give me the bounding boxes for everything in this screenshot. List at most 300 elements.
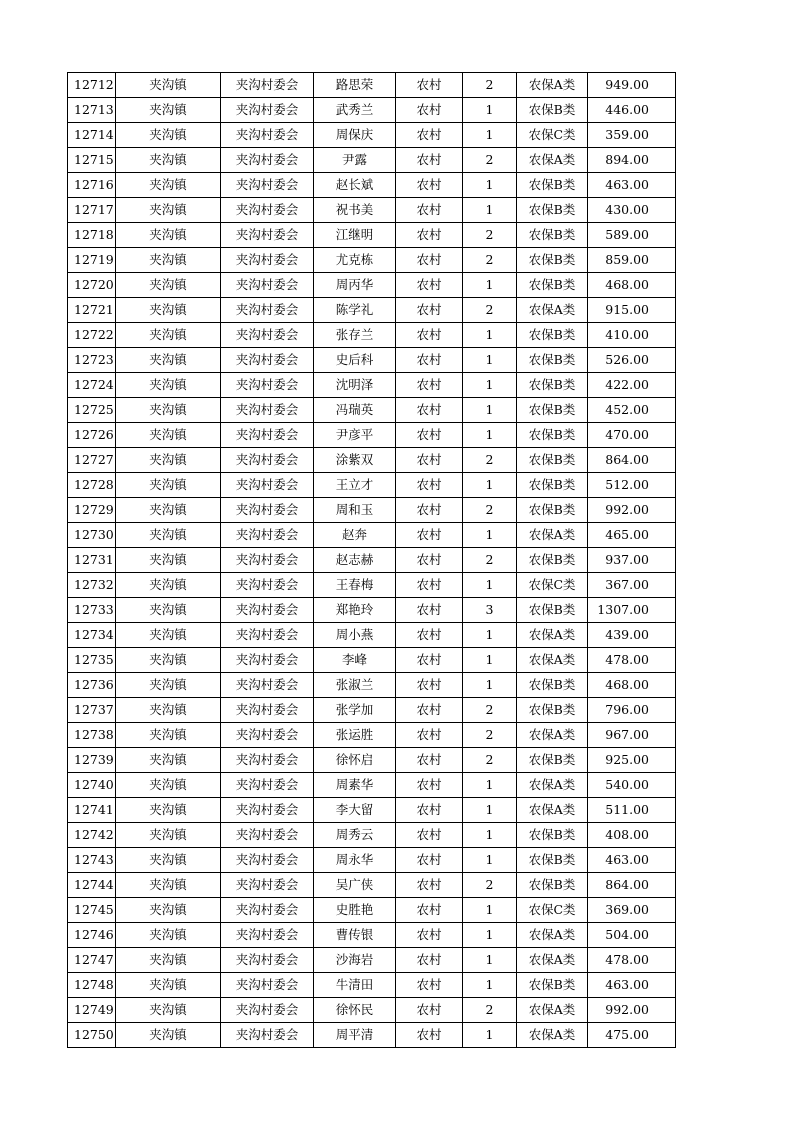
amount-cell: 463.00 bbox=[588, 973, 676, 998]
insurance-category-cell: 农保B类 bbox=[517, 873, 588, 898]
person-name-cell: 牛清田 bbox=[314, 973, 396, 998]
insurance-category-cell: 农保B类 bbox=[517, 248, 588, 273]
household-type-cell: 农村 bbox=[396, 873, 463, 898]
member-count-cell: 2 bbox=[463, 223, 517, 248]
insurance-category-cell: 农保A类 bbox=[517, 798, 588, 823]
table-row bbox=[68, 973, 676, 998]
record-number-cell: 12738 bbox=[68, 723, 116, 748]
village-committee-cell: 夹沟村委会 bbox=[221, 73, 314, 98]
insurance-category-cell: 农保C类 bbox=[517, 573, 588, 598]
record-number-cell: 12734 bbox=[68, 623, 116, 648]
town-cell: 夹沟镇 bbox=[116, 848, 221, 873]
member-count-cell: 1 bbox=[463, 948, 517, 973]
member-count-cell: 1 bbox=[463, 473, 517, 498]
table-row bbox=[68, 623, 676, 648]
town-cell: 夹沟镇 bbox=[116, 73, 221, 98]
village-committee-cell: 夹沟村委会 bbox=[221, 173, 314, 198]
household-type-cell: 农村 bbox=[396, 698, 463, 723]
member-count-cell: 1 bbox=[463, 1023, 517, 1048]
member-count-cell: 2 bbox=[463, 73, 517, 98]
member-count-cell: 1 bbox=[463, 848, 517, 873]
insurance-category-cell: 农保B类 bbox=[517, 448, 588, 473]
person-name-cell: 祝书美 bbox=[314, 198, 396, 223]
village-committee-cell: 夹沟村委会 bbox=[221, 873, 314, 898]
record-number-cell: 12729 bbox=[68, 498, 116, 523]
town-cell: 夹沟镇 bbox=[116, 973, 221, 998]
insurance-category-cell: 农保B类 bbox=[517, 673, 588, 698]
household-type-cell: 农村 bbox=[396, 73, 463, 98]
village-committee-cell: 夹沟村委会 bbox=[221, 398, 314, 423]
town-cell: 夹沟镇 bbox=[116, 523, 221, 548]
insurance-category-cell: 农保B类 bbox=[517, 748, 588, 773]
amount-cell: 511.00 bbox=[588, 798, 676, 823]
town-cell: 夹沟镇 bbox=[116, 723, 221, 748]
amount-cell: 478.00 bbox=[588, 948, 676, 973]
household-type-cell: 农村 bbox=[396, 648, 463, 673]
amount-cell: 475.00 bbox=[588, 1023, 676, 1048]
village-committee-cell: 夹沟村委会 bbox=[221, 598, 314, 623]
record-number-cell: 12745 bbox=[68, 898, 116, 923]
household-type-cell: 农村 bbox=[396, 998, 463, 1023]
insurance-category-cell: 农保A类 bbox=[517, 923, 588, 948]
table-row bbox=[68, 273, 676, 298]
insurance-category-cell: 农保B类 bbox=[517, 698, 588, 723]
member-count-cell: 1 bbox=[463, 773, 517, 798]
person-name-cell: 尹彦平 bbox=[314, 423, 396, 448]
village-committee-cell: 夹沟村委会 bbox=[221, 1023, 314, 1048]
amount-cell: 463.00 bbox=[588, 173, 676, 198]
member-count-cell: 2 bbox=[463, 998, 517, 1023]
table-row bbox=[68, 223, 676, 248]
amount-cell: 894.00 bbox=[588, 148, 676, 173]
village-committee-cell: 夹沟村委会 bbox=[221, 723, 314, 748]
household-type-cell: 农村 bbox=[396, 498, 463, 523]
amount-cell: 589.00 bbox=[588, 223, 676, 248]
insurance-category-cell: 农保B类 bbox=[517, 423, 588, 448]
amount-cell: 925.00 bbox=[588, 748, 676, 773]
member-count-cell: 1 bbox=[463, 273, 517, 298]
person-name-cell: 涂紫双 bbox=[314, 448, 396, 473]
person-name-cell: 周小燕 bbox=[314, 623, 396, 648]
amount-cell: 367.00 bbox=[588, 573, 676, 598]
record-number-cell: 12715 bbox=[68, 148, 116, 173]
town-cell: 夹沟镇 bbox=[116, 898, 221, 923]
table-row bbox=[68, 698, 676, 723]
insurance-category-cell: 农保C类 bbox=[517, 123, 588, 148]
amount-cell: 408.00 bbox=[588, 823, 676, 848]
amount-cell: 512.00 bbox=[588, 473, 676, 498]
insurance-category-cell: 农保A类 bbox=[517, 998, 588, 1023]
village-committee-cell: 夹沟村委会 bbox=[221, 823, 314, 848]
amount-cell: 410.00 bbox=[588, 323, 676, 348]
amount-cell: 526.00 bbox=[588, 348, 676, 373]
record-number-cell: 12728 bbox=[68, 473, 116, 498]
member-count-cell: 2 bbox=[463, 498, 517, 523]
person-name-cell: 周秀云 bbox=[314, 823, 396, 848]
village-committee-cell: 夹沟村委会 bbox=[221, 648, 314, 673]
insurance-category-cell: 农保B类 bbox=[517, 98, 588, 123]
member-count-cell: 1 bbox=[463, 823, 517, 848]
person-name-cell: 张运胜 bbox=[314, 723, 396, 748]
insurance-category-cell: 农保B类 bbox=[517, 273, 588, 298]
table-row bbox=[68, 448, 676, 473]
town-cell: 夹沟镇 bbox=[116, 273, 221, 298]
town-cell: 夹沟镇 bbox=[116, 648, 221, 673]
town-cell: 夹沟镇 bbox=[116, 148, 221, 173]
table-row bbox=[68, 123, 676, 148]
insurance-category-cell: 农保B类 bbox=[517, 398, 588, 423]
record-number-cell: 12719 bbox=[68, 248, 116, 273]
table-row bbox=[68, 348, 676, 373]
amount-cell: 439.00 bbox=[588, 623, 676, 648]
record-number-cell: 12712 bbox=[68, 73, 116, 98]
village-committee-cell: 夹沟村委会 bbox=[221, 348, 314, 373]
household-type-cell: 农村 bbox=[396, 898, 463, 923]
person-name-cell: 赵志赫 bbox=[314, 548, 396, 573]
village-committee-cell: 夹沟村委会 bbox=[221, 448, 314, 473]
person-name-cell: 张学加 bbox=[314, 698, 396, 723]
person-name-cell: 尤克栋 bbox=[314, 248, 396, 273]
insurance-category-cell: 农保B类 bbox=[517, 498, 588, 523]
town-cell: 夹沟镇 bbox=[116, 298, 221, 323]
table-row bbox=[68, 398, 676, 423]
household-type-cell: 农村 bbox=[396, 373, 463, 398]
insurance-category-cell: 农保C类 bbox=[517, 898, 588, 923]
amount-cell: 452.00 bbox=[588, 398, 676, 423]
town-cell: 夹沟镇 bbox=[116, 423, 221, 448]
town-cell: 夹沟镇 bbox=[116, 123, 221, 148]
household-type-cell: 农村 bbox=[396, 623, 463, 648]
household-type-cell: 农村 bbox=[396, 423, 463, 448]
record-number-cell: 12743 bbox=[68, 848, 116, 873]
village-committee-cell: 夹沟村委会 bbox=[221, 698, 314, 723]
table-row bbox=[68, 98, 676, 123]
table-row bbox=[68, 748, 676, 773]
household-type-cell: 农村 bbox=[396, 523, 463, 548]
amount-cell: 468.00 bbox=[588, 273, 676, 298]
village-committee-cell: 夹沟村委会 bbox=[221, 148, 314, 173]
record-number-cell: 12716 bbox=[68, 173, 116, 198]
record-number-cell: 12749 bbox=[68, 998, 116, 1023]
town-cell: 夹沟镇 bbox=[116, 373, 221, 398]
record-number-cell: 12735 bbox=[68, 648, 116, 673]
person-name-cell: 尹露 bbox=[314, 148, 396, 173]
person-name-cell: 徐怀民 bbox=[314, 998, 396, 1023]
table-row bbox=[68, 848, 676, 873]
record-number-cell: 12748 bbox=[68, 973, 116, 998]
town-cell: 夹沟镇 bbox=[116, 398, 221, 423]
person-name-cell: 徐怀启 bbox=[314, 748, 396, 773]
household-type-cell: 农村 bbox=[396, 573, 463, 598]
amount-cell: 369.00 bbox=[588, 898, 676, 923]
town-cell: 夹沟镇 bbox=[116, 773, 221, 798]
amount-cell: 446.00 bbox=[588, 98, 676, 123]
record-number-cell: 12723 bbox=[68, 348, 116, 373]
household-type-cell: 农村 bbox=[396, 798, 463, 823]
table-row bbox=[68, 173, 676, 198]
member-count-cell: 1 bbox=[463, 423, 517, 448]
household-type-cell: 农村 bbox=[396, 773, 463, 798]
amount-cell: 359.00 bbox=[588, 123, 676, 148]
town-cell: 夹沟镇 bbox=[116, 548, 221, 573]
household-type-cell: 农村 bbox=[396, 298, 463, 323]
insurance-category-cell: 农保B类 bbox=[517, 473, 588, 498]
member-count-cell: 1 bbox=[463, 673, 517, 698]
village-committee-cell: 夹沟村委会 bbox=[221, 998, 314, 1023]
village-committee-cell: 夹沟村委会 bbox=[221, 373, 314, 398]
amount-cell: 422.00 bbox=[588, 373, 676, 398]
insurance-category-cell: 农保B类 bbox=[517, 173, 588, 198]
town-cell: 夹沟镇 bbox=[116, 798, 221, 823]
town-cell: 夹沟镇 bbox=[116, 698, 221, 723]
table-row bbox=[68, 923, 676, 948]
village-committee-cell: 夹沟村委会 bbox=[221, 98, 314, 123]
member-count-cell: 1 bbox=[463, 973, 517, 998]
table-row bbox=[68, 873, 676, 898]
village-committee-cell: 夹沟村委会 bbox=[221, 923, 314, 948]
town-cell: 夹沟镇 bbox=[116, 173, 221, 198]
town-cell: 夹沟镇 bbox=[116, 948, 221, 973]
member-count-cell: 1 bbox=[463, 573, 517, 598]
amount-cell: 478.00 bbox=[588, 648, 676, 673]
person-name-cell: 周保庆 bbox=[314, 123, 396, 148]
record-number-cell: 12742 bbox=[68, 823, 116, 848]
table-row bbox=[68, 598, 676, 623]
person-name-cell: 江继明 bbox=[314, 223, 396, 248]
person-name-cell: 周素华 bbox=[314, 773, 396, 798]
insurance-category-cell: 农保B类 bbox=[517, 198, 588, 223]
record-number-cell: 12727 bbox=[68, 448, 116, 473]
person-name-cell: 王立才 bbox=[314, 473, 396, 498]
amount-cell: 937.00 bbox=[588, 548, 676, 573]
amount-cell: 992.00 bbox=[588, 498, 676, 523]
table-row bbox=[68, 798, 676, 823]
village-committee-cell: 夹沟村委会 bbox=[221, 673, 314, 698]
insurance-category-cell: 农保B类 bbox=[517, 598, 588, 623]
household-type-cell: 农村 bbox=[396, 273, 463, 298]
village-committee-cell: 夹沟村委会 bbox=[221, 623, 314, 648]
town-cell: 夹沟镇 bbox=[116, 98, 221, 123]
member-count-cell: 3 bbox=[463, 598, 517, 623]
insurance-category-cell: 农保A类 bbox=[517, 298, 588, 323]
insurance-category-cell: 农保A类 bbox=[517, 73, 588, 98]
member-count-cell: 2 bbox=[463, 748, 517, 773]
village-committee-cell: 夹沟村委会 bbox=[221, 948, 314, 973]
amount-cell: 470.00 bbox=[588, 423, 676, 448]
member-count-cell: 1 bbox=[463, 198, 517, 223]
town-cell: 夹沟镇 bbox=[116, 623, 221, 648]
member-count-cell: 2 bbox=[463, 248, 517, 273]
person-name-cell: 李大留 bbox=[314, 798, 396, 823]
amount-cell: 864.00 bbox=[588, 873, 676, 898]
town-cell: 夹沟镇 bbox=[116, 348, 221, 373]
household-type-cell: 农村 bbox=[396, 323, 463, 348]
town-cell: 夹沟镇 bbox=[116, 673, 221, 698]
insurance-category-cell: 农保A类 bbox=[517, 523, 588, 548]
town-cell: 夹沟镇 bbox=[116, 573, 221, 598]
village-committee-cell: 夹沟村委会 bbox=[221, 323, 314, 348]
town-cell: 夹沟镇 bbox=[116, 873, 221, 898]
member-count-cell: 1 bbox=[463, 173, 517, 198]
village-committee-cell: 夹沟村委会 bbox=[221, 273, 314, 298]
member-count-cell: 1 bbox=[463, 98, 517, 123]
insurance-category-cell: 农保A类 bbox=[517, 623, 588, 648]
village-committee-cell: 夹沟村委会 bbox=[221, 898, 314, 923]
insurance-category-cell: 农保A类 bbox=[517, 648, 588, 673]
amount-cell: 796.00 bbox=[588, 698, 676, 723]
record-number-cell: 12720 bbox=[68, 273, 116, 298]
household-type-cell: 农村 bbox=[396, 123, 463, 148]
amount-cell: 465.00 bbox=[588, 523, 676, 548]
village-committee-cell: 夹沟村委会 bbox=[221, 298, 314, 323]
table-row bbox=[68, 198, 676, 223]
household-type-cell: 农村 bbox=[396, 473, 463, 498]
village-committee-cell: 夹沟村委会 bbox=[221, 423, 314, 448]
person-name-cell: 赵长斌 bbox=[314, 173, 396, 198]
table-row bbox=[68, 423, 676, 448]
village-committee-cell: 夹沟村委会 bbox=[221, 473, 314, 498]
household-type-cell: 农村 bbox=[396, 198, 463, 223]
table-row bbox=[68, 548, 676, 573]
household-type-cell: 农村 bbox=[396, 223, 463, 248]
household-type-cell: 农村 bbox=[396, 398, 463, 423]
household-type-cell: 农村 bbox=[396, 673, 463, 698]
person-name-cell: 吴广侠 bbox=[314, 873, 396, 898]
member-count-cell: 1 bbox=[463, 523, 517, 548]
insurance-category-cell: 农保B类 bbox=[517, 848, 588, 873]
person-name-cell: 冯瑞英 bbox=[314, 398, 396, 423]
household-type-cell: 农村 bbox=[396, 548, 463, 573]
person-name-cell: 沈明泽 bbox=[314, 373, 396, 398]
amount-cell: 504.00 bbox=[588, 923, 676, 948]
town-cell: 夹沟镇 bbox=[116, 823, 221, 848]
village-committee-cell: 夹沟村委会 bbox=[221, 848, 314, 873]
amount-cell: 915.00 bbox=[588, 298, 676, 323]
town-cell: 夹沟镇 bbox=[116, 448, 221, 473]
record-number-cell: 12714 bbox=[68, 123, 116, 148]
member-count-cell: 1 bbox=[463, 923, 517, 948]
household-type-cell: 农村 bbox=[396, 98, 463, 123]
table-row bbox=[68, 148, 676, 173]
household-type-cell: 农村 bbox=[396, 923, 463, 948]
town-cell: 夹沟镇 bbox=[116, 748, 221, 773]
person-name-cell: 张存兰 bbox=[314, 323, 396, 348]
record-number-cell: 12731 bbox=[68, 548, 116, 573]
amount-cell: 864.00 bbox=[588, 448, 676, 473]
person-name-cell: 路思荣 bbox=[314, 73, 396, 98]
amount-cell: 992.00 bbox=[588, 998, 676, 1023]
record-number-cell: 12744 bbox=[68, 873, 116, 898]
person-name-cell: 周和玉 bbox=[314, 498, 396, 523]
village-committee-cell: 夹沟村委会 bbox=[221, 248, 314, 273]
village-committee-cell: 夹沟村委会 bbox=[221, 498, 314, 523]
table-row bbox=[68, 773, 676, 798]
person-name-cell: 李峰 bbox=[314, 648, 396, 673]
member-count-cell: 2 bbox=[463, 298, 517, 323]
table-row bbox=[68, 373, 676, 398]
insurance-category-cell: 农保A类 bbox=[517, 148, 588, 173]
village-committee-cell: 夹沟村委会 bbox=[221, 573, 314, 598]
person-name-cell: 武秀兰 bbox=[314, 98, 396, 123]
table-row bbox=[68, 73, 676, 98]
town-cell: 夹沟镇 bbox=[116, 498, 221, 523]
insurance-category-cell: 农保B类 bbox=[517, 823, 588, 848]
town-cell: 夹沟镇 bbox=[116, 223, 221, 248]
table-row bbox=[68, 723, 676, 748]
roster-body bbox=[68, 73, 676, 1048]
record-number-cell: 12717 bbox=[68, 198, 116, 223]
person-name-cell: 史胜艳 bbox=[314, 898, 396, 923]
village-committee-cell: 夹沟村委会 bbox=[221, 523, 314, 548]
record-number-cell: 12721 bbox=[68, 298, 116, 323]
household-type-cell: 农村 bbox=[396, 748, 463, 773]
town-cell: 夹沟镇 bbox=[116, 323, 221, 348]
member-count-cell: 1 bbox=[463, 648, 517, 673]
member-count-cell: 1 bbox=[463, 348, 517, 373]
table-row bbox=[68, 473, 676, 498]
person-name-cell: 沙海岩 bbox=[314, 948, 396, 973]
person-name-cell: 张淑兰 bbox=[314, 673, 396, 698]
household-type-cell: 农村 bbox=[396, 148, 463, 173]
town-cell: 夹沟镇 bbox=[116, 1023, 221, 1048]
household-type-cell: 农村 bbox=[396, 823, 463, 848]
person-name-cell: 曹传银 bbox=[314, 923, 396, 948]
insurance-category-cell: 农保A类 bbox=[517, 948, 588, 973]
town-cell: 夹沟镇 bbox=[116, 923, 221, 948]
member-count-cell: 1 bbox=[463, 623, 517, 648]
town-cell: 夹沟镇 bbox=[116, 598, 221, 623]
household-type-cell: 农村 bbox=[396, 948, 463, 973]
insurance-category-cell: 农保B类 bbox=[517, 973, 588, 998]
village-committee-cell: 夹沟村委会 bbox=[221, 548, 314, 573]
amount-cell: 859.00 bbox=[588, 248, 676, 273]
table-row bbox=[68, 248, 676, 273]
member-count-cell: 1 bbox=[463, 398, 517, 423]
record-number-cell: 12740 bbox=[68, 773, 116, 798]
table-row bbox=[68, 298, 676, 323]
town-cell: 夹沟镇 bbox=[116, 248, 221, 273]
amount-cell: 540.00 bbox=[588, 773, 676, 798]
record-number-cell: 12713 bbox=[68, 98, 116, 123]
record-number-cell: 12724 bbox=[68, 373, 116, 398]
household-type-cell: 农村 bbox=[396, 598, 463, 623]
record-number-cell: 12737 bbox=[68, 698, 116, 723]
member-count-cell: 2 bbox=[463, 148, 517, 173]
record-number-cell: 12750 bbox=[68, 1023, 116, 1048]
village-committee-cell: 夹沟村委会 bbox=[221, 748, 314, 773]
record-number-cell: 12746 bbox=[68, 923, 116, 948]
village-committee-cell: 夹沟村委会 bbox=[221, 773, 314, 798]
record-number-cell: 12747 bbox=[68, 948, 116, 973]
table-row bbox=[68, 823, 676, 848]
table-row bbox=[68, 898, 676, 923]
record-number-cell: 12741 bbox=[68, 798, 116, 823]
insurance-category-cell: 农保A类 bbox=[517, 773, 588, 798]
member-count-cell: 1 bbox=[463, 898, 517, 923]
person-name-cell: 王春梅 bbox=[314, 573, 396, 598]
town-cell: 夹沟镇 bbox=[116, 998, 221, 1023]
amount-cell: 949.00 bbox=[588, 73, 676, 98]
table-row bbox=[68, 523, 676, 548]
table-row bbox=[68, 323, 676, 348]
record-number-cell: 12722 bbox=[68, 323, 116, 348]
table-row bbox=[68, 948, 676, 973]
member-count-cell: 2 bbox=[463, 448, 517, 473]
household-type-cell: 农村 bbox=[396, 173, 463, 198]
record-number-cell: 12718 bbox=[68, 223, 116, 248]
village-committee-cell: 夹沟村委会 bbox=[221, 798, 314, 823]
insurance-category-cell: 农保B类 bbox=[517, 373, 588, 398]
